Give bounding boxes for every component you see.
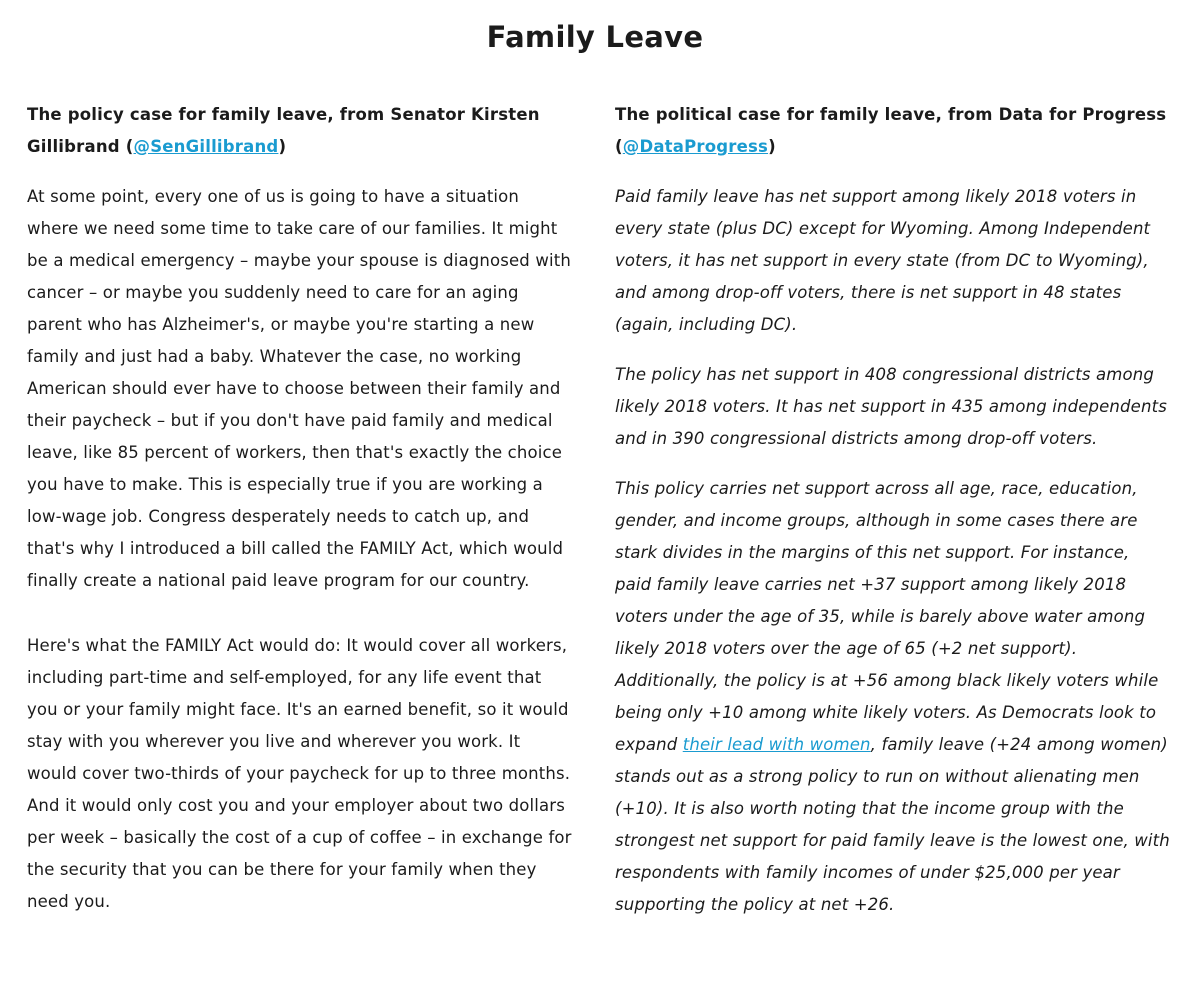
political-case-heading: The political case for family leave, from Data for Progress (@DataProgress) bbox=[615, 105, 1167, 156]
lead-with-women-link[interactable]: their lead with women bbox=[682, 735, 871, 754]
policy-paragraph: Here's what the FAMILY Act would do: It would cover all workers, including part-time and self-employed, for any life event that you or your family might face. It's an earned benefit, so it would stay with you wherever you live and wherever you work. It would cover two-thirds of your paycheck for up to three months. And it would only cost you and your employer about two dollars per week – basically the cost of a cup of coffee – in exchange for the security that you can be there for your family when they need you. bbox=[27, 636, 572, 911]
sen-gillibrand-link[interactable]: @SenGillibrand bbox=[133, 137, 279, 156]
political-case-column bbox=[615, 99, 1170, 939]
data-progress-link[interactable]: @DataProgress bbox=[622, 137, 769, 156]
policy-case-column bbox=[27, 99, 572, 936]
page-title: Family Leave bbox=[486, 20, 704, 54]
political-paragraph: This policy carries net support across all age, race, education, gender, and income groups, although in some cases there are stark divides in the margins of this net support. For instance, paid family leave carries net +37 support among likely 2018 voters under the age of 35, while is barely above water among likely 2018 voters over the age of 65 (+2 net support). Additionally, the policy is at +56 among black likely voters while being only +10 among white likely voters. As Democrats look to expand their lead with women, family leave (+24 among women) stands out as a strong policy to run on without alienating men (+10). It is also worth noting that the income group with the strongest net support for paid family leave is the lowest one, with respondents with family incomes of under $25,000 per year supporting the policy at net +26. bbox=[615, 479, 1170, 914]
policy-paragraph: At some point, every one of us is going to have a situation where we need some time to take care of our families. It might be a medical emergency – maybe your spouse is diagnosed with cancer – or maybe you suddenly need to care for an aging parent who has Alzheimer's, or maybe you're starting a new family and just had a baby. Whatever the case, no working American should ever have to choose between their family and their paycheck – but if you don't have paid family and medical leave, like 85 percent of workers, then that's exactly the choice you have to make. This is especially true if you are working a low-wage job. Congress desperately needs to catch up, and that's why I introduced a bill called the FAMILY Act, which would finally create a national paid leave program for our country. bbox=[27, 187, 571, 590]
political-paragraph: The policy has net support in 408 congressional districts among likely 2018 voters. It has net support in 435 among independents and in 390 congressional districts among drop-off voters. bbox=[615, 365, 1167, 448]
policy-case-heading: The policy case for family leave, from Senator Kirsten Gillibrand (@SenGillibrand) bbox=[27, 105, 540, 156]
political-paragraph: Paid family leave has net support among likely 2018 voters in every state (plus DC) except for Wyoming. Among Independent voters, it has net support in every state (from DC to Wyoming), and among drop-off voters, there is net support in 48 states (again, including DC). bbox=[615, 187, 1151, 334]
